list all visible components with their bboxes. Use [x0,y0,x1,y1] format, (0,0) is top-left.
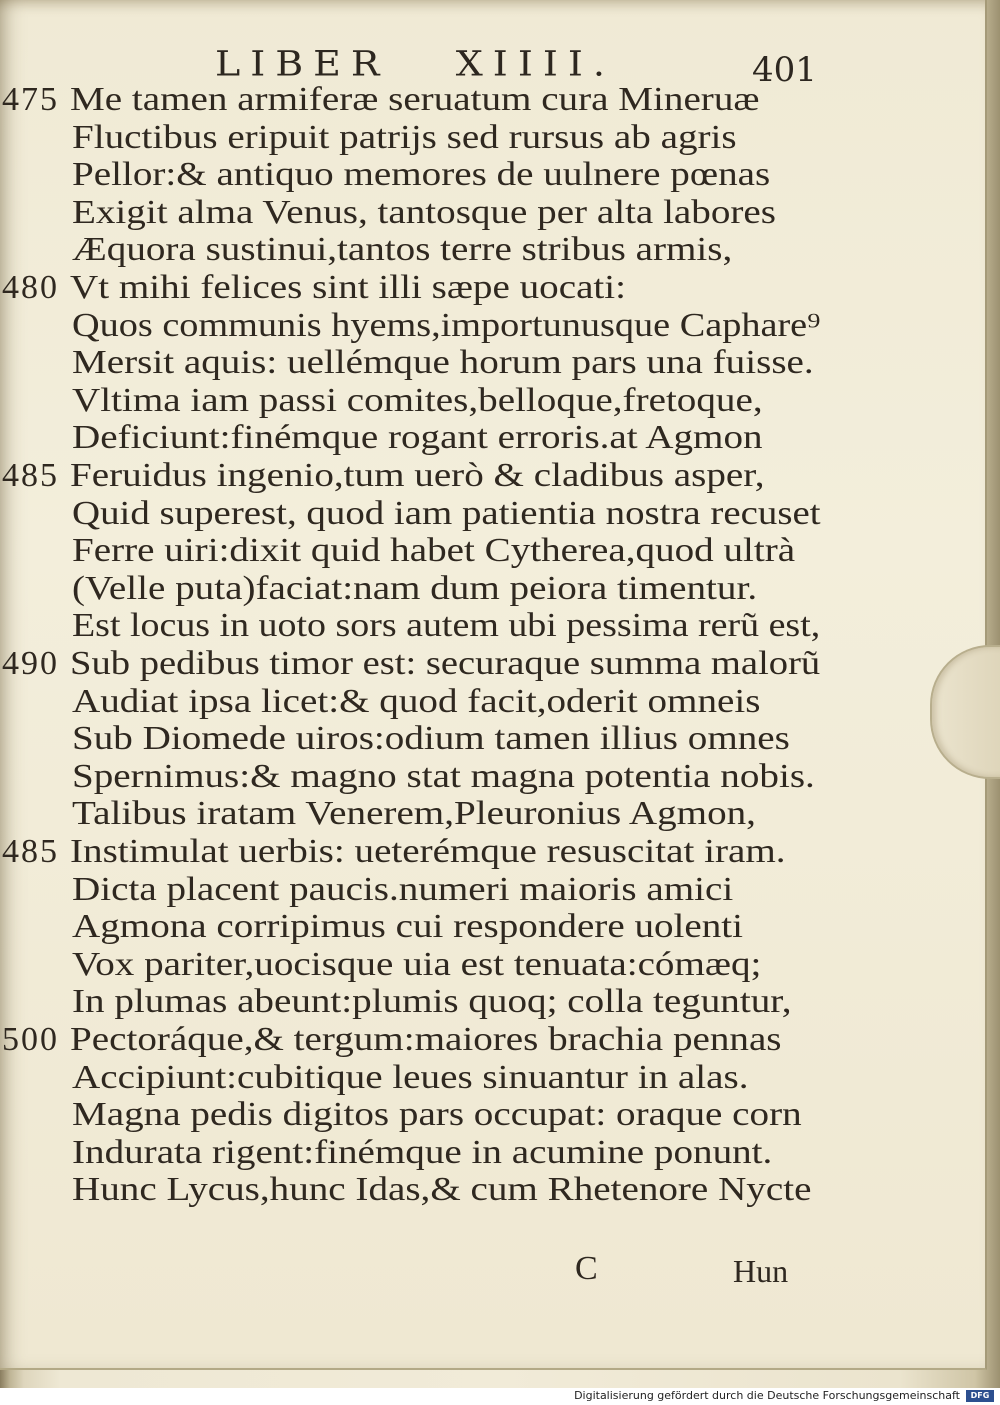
line-number: 475 [2,81,59,118]
verse-line: Me tamen armiferæ seruatum cura Mineruæ [70,81,760,118]
verse-line: Sub pedibus timor est: securaque summa malorũ [70,645,821,682]
verse-line: Hunc Lycus,hunc Idas,& cum Rhetenore Nycte [72,1171,812,1209]
verse-line: Exigit alma Venus, tantosque per alta labores [72,193,776,231]
line-number: 490 [2,645,59,682]
verse-line: Pellor:& antiquo memores de uulnere pœnas [72,156,771,194]
verse-line: Audiat ipsa licet:& quod facit,oderit omneis [72,682,761,720]
verse-line: Sub Diomede uiros:odium tamen illius omnes [72,720,790,758]
verse-line: Accipiunt:cubitique leues sinuantur in alas. [72,1058,749,1096]
dfg-logo-icon: DFG [966,1390,994,1402]
footer-credit: Digitalisierung gefördert durch die Deutsche Forschungsgemeinschaft [574,1389,960,1402]
signature-mark: C [575,1250,598,1287]
verse-line: Spernimus:& magno stat magna potentia nobis. [72,757,815,795]
line-number: 485 [2,457,59,494]
verse-line: Dicta placent paucis.numeri maioris amici [72,870,734,908]
verse-line: Talibus iratam Venerem,Pleuronius Agmon, [72,795,756,833]
footer-bar [0,1388,1000,1405]
verse-line: Feruidus ingenio,tum uerò & cladibus asper, [70,457,765,494]
verse-line: (Velle puta)faciat:nam dum peiora timentur. [72,569,758,607]
verse-line: Deficiunt:finémque rogant erroris.at Agmon [72,419,763,457]
verse-line: Magna pedis digitos pars occupat: oraque corn [72,1096,802,1134]
line-number: 500 [2,1021,59,1058]
line-number: 480 [2,269,59,306]
clasp-mark [930,645,1000,779]
verse-line: Mersit aquis: uellémque horum pars una fuisse. [72,344,814,382]
catchword: Hun [733,1253,789,1289]
verse-line: Est locus in uoto sors autem ubi pessima rerũ est, [72,607,821,645]
verse-line: Vt mihi felices sint illi sæpe uocati: [70,269,627,306]
verse-line: Ferre uiri:dixit quid habet Cytherea,quod ultrà [72,532,796,570]
verse-line: Instimulat uerbis: ueterémque resuscitat iram. [70,833,786,870]
verse-line: Agmona corripimus cui respondere uolenti [72,908,744,946]
verse-line: Pectoráque,& tergum:maiores brachia pennas [70,1021,782,1058]
verse-line: Indurata rigent:finémque in acumine ponunt. [72,1133,773,1171]
line-number: 485 [2,833,59,870]
verse-line: Æquora sustinui,tantos terre stribus armis, [72,231,733,269]
verse-line: In plumas abeunt:plumis quoq; colla teguntur, [72,983,792,1021]
page-number: 401 [752,50,817,90]
running-title: LIBER XIIII. [215,44,615,84]
verse-line: Quid superest, quod iam patientia nostra recuset [72,494,821,532]
verse-line: Vox pariter,uocisque uia est tenuata:cómæq; [72,945,762,983]
verse-line: Vltima iam passi comites,belloque,fretoque, [72,381,763,419]
verse-line: Fluctibus eripuit patrijs sed rursus ab agris [72,118,737,156]
verse-line: Quos communis hyems,importunusque Caphare⁹ [72,306,821,344]
